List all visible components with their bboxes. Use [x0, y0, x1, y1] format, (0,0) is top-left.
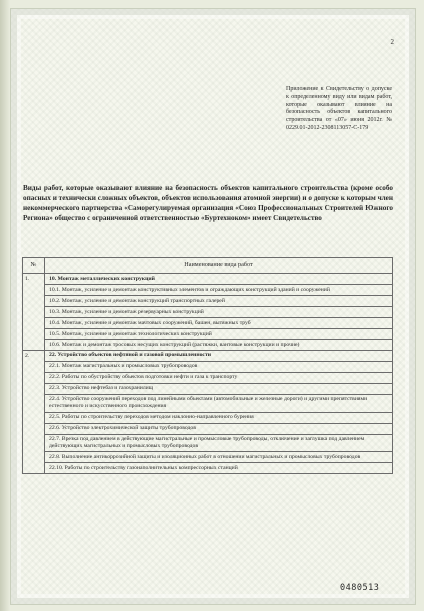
- page-number: 2: [390, 38, 394, 46]
- column-header-name: Наименование вида работ: [45, 258, 393, 274]
- work-group-title: 22. Устройство объектов нефтяной и газовой промышленности: [45, 351, 392, 362]
- work-group-title: 10. Монтаж металлических конструкций: [45, 274, 392, 285]
- work-list: [45, 350, 393, 473]
- work-item: 22.8. Выполнение антикоррозийной защиты и изоляционных работ в отношении магистральных и промысловых трубопроводов: [45, 452, 392, 463]
- page-edge-shadow: [0, 0, 10, 611]
- work-item: 22.4. Устройство сооружений переходов под линейными объектами (автомобильные и железные дороги) и другими препятствиями естественного и искусственного происхождения: [45, 395, 392, 413]
- work-item: 10.6. Монтаж и демонтаж тросовых несущих конструкций (растяжки, вантовые конструкции и прочие): [49, 341, 300, 348]
- work-item: 22.7. Врезка под давлением в действующие магистральные и промысловые трубопроводы, отключение и заглушка под давлением действующих магистральных и промысловых трубопроводов: [45, 435, 392, 453]
- row-number: 1.: [23, 274, 45, 351]
- work-item: 10.5. Монтаж, усиление и демонтаж технологических конструкций: [45, 329, 392, 340]
- work-item: 22.10. Работы по строительству газонаполнительных компрессорных станций: [49, 464, 238, 471]
- work-item: 22.2. Работы по обустройству объектов подготовки нефти и газа к транспорту: [45, 373, 392, 384]
- works-table-body: [23, 274, 393, 474]
- row-number: 2.: [23, 350, 45, 473]
- intro-paragraph: Виды работ, которые оказывают влияние на безопасность объектов капитального строительства (кроме особо опасных и технически сложных объектов, объектов использования атомной энергии) и о допуске к которым член некоммерческого партнерства «Саморегулируемая организация «Союз Профессиональных Строителей Южного Региона» общество с ограниченной ответственностью «Буртехноком» имеет Свидетельство: [23, 184, 393, 222]
- table-row: [23, 274, 393, 351]
- work-item: 10.2. Монтаж, усиление и демонтаж конструкций транспортных галерей: [45, 296, 392, 307]
- appendix-note: Приложение к Свидетельству о допуске к определенному виду или видам работ, которые оказывают влияние на безопасность объектов капитального строительства от «07» июня 2012г. № 0229.01-2012-2308113057-С-179: [286, 86, 392, 131]
- work-item: 22.6. Устройство электрохимической защиты трубопроводов: [45, 424, 392, 435]
- work-item: 10.1. Монтаж, усиление и демонтаж конструктивных элементов и ограждающих конструкций зданий и сооружений: [45, 285, 392, 296]
- work-item: 10.4. Монтаж, усиление и демонтаж мачтовых сооружений, башен, вытяжных труб: [45, 318, 392, 329]
- serial-number: 0480513: [340, 583, 380, 593]
- work-item: 22.5. Работы по строительству переходов методом наклонно-направленного бурения: [45, 413, 392, 424]
- work-item: 10.3. Монтаж, усиление и демонтаж резервуарных конструкций: [45, 307, 392, 318]
- work-list: [45, 274, 393, 351]
- works-table: [22, 257, 393, 474]
- table-header-row: [23, 258, 393, 274]
- table-row: [23, 350, 393, 473]
- column-header-number: №: [23, 258, 45, 274]
- work-item: 22.1. Монтаж магистральных и промысловых трубопроводов: [45, 362, 392, 373]
- work-item: 22.3. Устройство нефтебаз и газохранилищ: [45, 384, 392, 395]
